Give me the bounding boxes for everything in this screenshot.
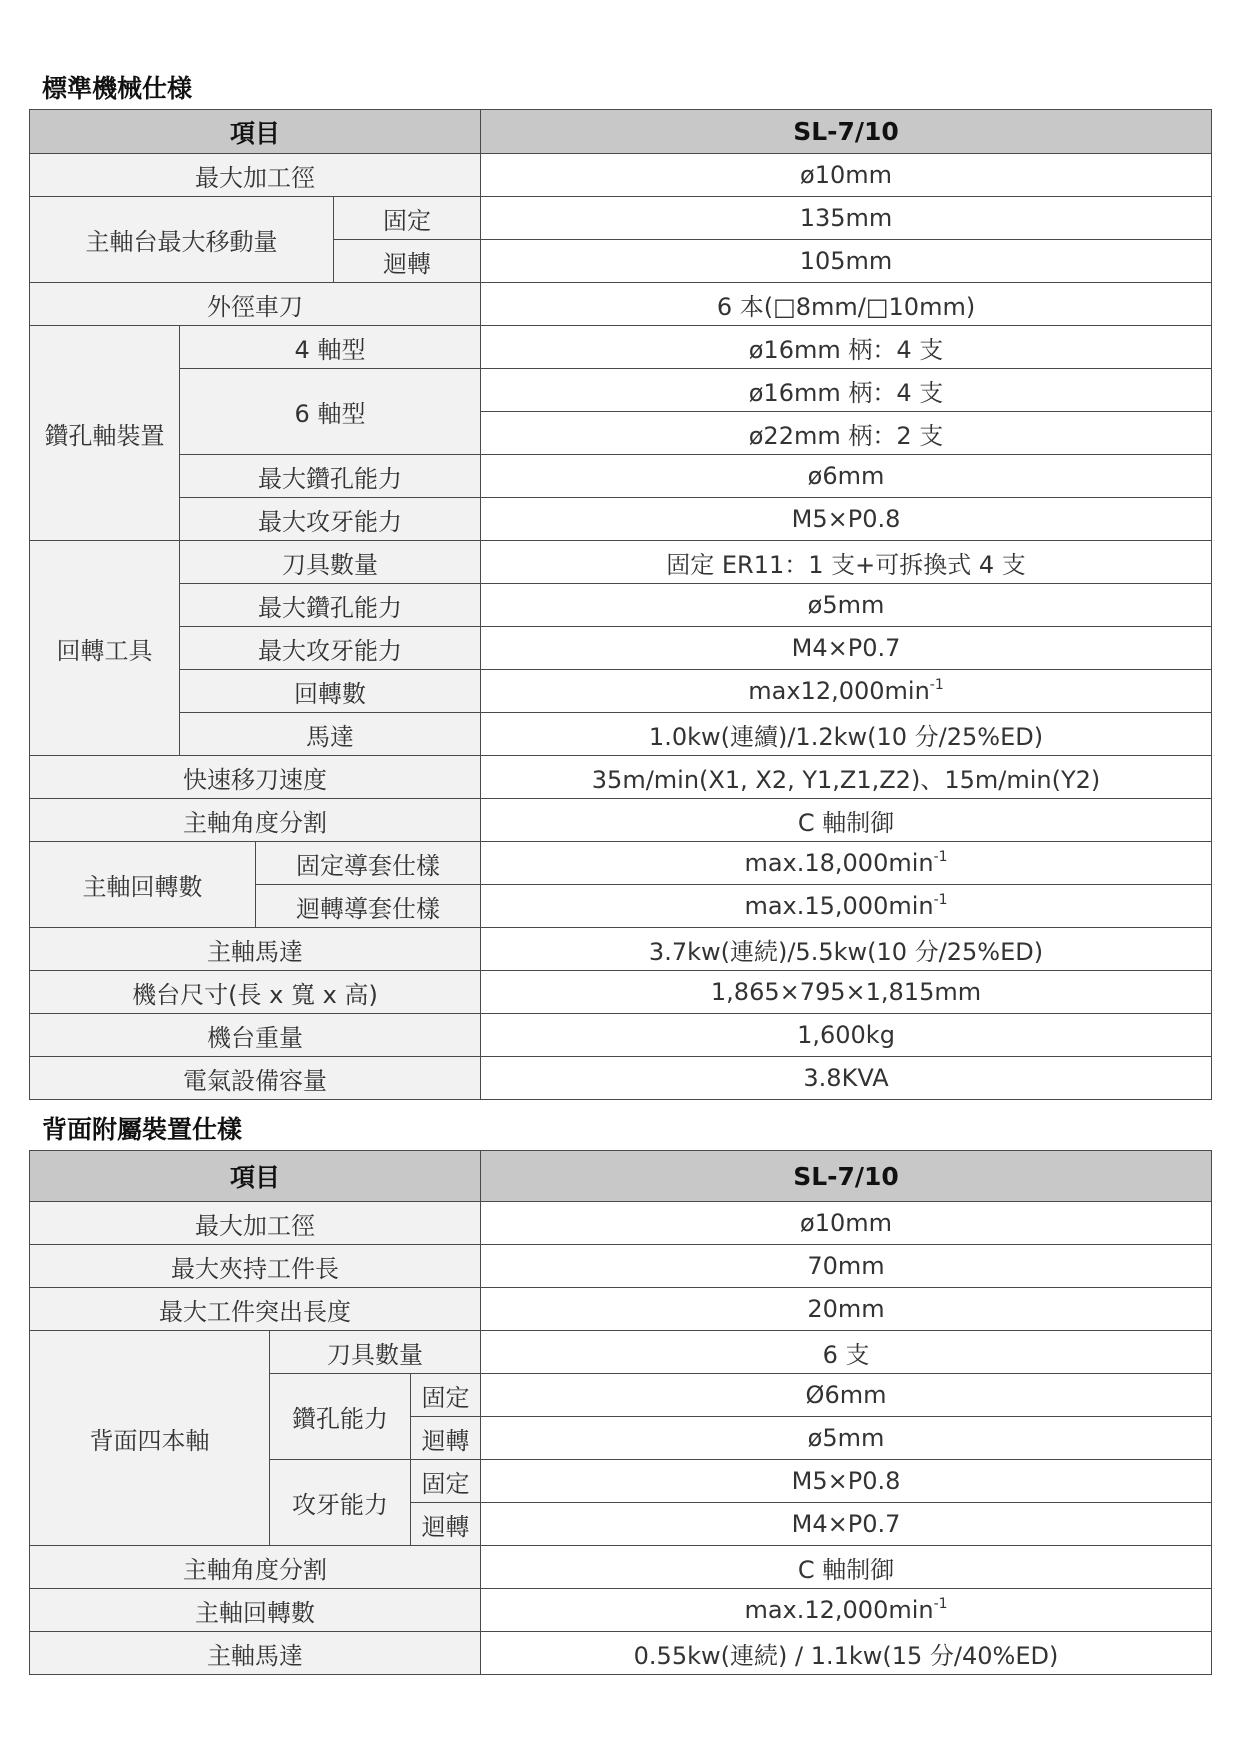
- row-label: 快速移刀速度: [30, 756, 481, 799]
- sub-label: 最大攻牙能力: [180, 627, 481, 670]
- back-spec-title: 背面附屬裝置仕樣: [42, 1115, 243, 1144]
- table-row: [30, 842, 1212, 885]
- header-item: 項目: [30, 110, 481, 154]
- sub-label: 回轉數: [180, 670, 481, 713]
- row-value: 6 本(□8mm/□10mm): [481, 283, 1212, 326]
- table-row: [30, 971, 1212, 1014]
- sub-label: 最大攻牙能力: [180, 498, 481, 541]
- table-row: [30, 541, 1212, 584]
- row-value: ø16mm 柄：4 支: [481, 369, 1212, 412]
- row-value: C 軸制御: [481, 799, 1212, 842]
- table-row: [30, 154, 1212, 197]
- row-label: 主軸回轉數: [30, 1589, 481, 1632]
- back-spec-table: [29, 1150, 1212, 1675]
- sub-label: 迴轉導套仕樣: [256, 885, 481, 928]
- row-value: 固定 ER11：1 支+可拆換式 4 支: [481, 541, 1212, 584]
- row-label: 機台尺寸(長 x 寬 x 高): [30, 971, 481, 1014]
- sub-label: 迴轉: [334, 240, 481, 283]
- table-row: [30, 713, 1212, 756]
- standard-spec-title: 標準機械仕様: [42, 74, 193, 103]
- table-row: [30, 799, 1212, 842]
- sub-label: 固定: [411, 1460, 481, 1503]
- row-value: 3.7kw(連続)/5.5kw(10 分/25%ED): [481, 928, 1212, 971]
- row-value: ø22mm 柄：2 支: [481, 412, 1212, 455]
- group-label: 回轉工具: [30, 541, 180, 756]
- row-value: 1.0kw(連續)/1.2kw(10 分/25%ED): [481, 713, 1212, 756]
- group-label: 背面四本軸: [30, 1331, 270, 1546]
- superscript: -1: [933, 892, 948, 908]
- row-label: 主軸角度分割: [30, 799, 481, 842]
- row-value: ø5mm: [481, 584, 1212, 627]
- row-value: 105mm: [481, 240, 1212, 283]
- standard-spec-table: [29, 109, 1212, 1100]
- table-row: [30, 584, 1212, 627]
- table-row: [30, 1057, 1212, 1100]
- table-row: [30, 1288, 1212, 1331]
- sub-label: 最大鑽孔能力: [180, 455, 481, 498]
- superscript: -1: [933, 1596, 948, 1612]
- table-row: [30, 197, 1212, 240]
- sub-label: 馬達: [180, 713, 481, 756]
- row-label: 外徑車刀: [30, 283, 481, 326]
- table-row: [30, 1331, 1212, 1374]
- table-row: [30, 928, 1212, 971]
- row-value: 1,865×795×1,815mm: [481, 971, 1212, 1014]
- sub-label: 刀具數量: [270, 1331, 481, 1374]
- table-row: [30, 498, 1212, 541]
- row-label: 機台重量: [30, 1014, 481, 1057]
- value-text: max.12,000min: [744, 1596, 934, 1624]
- superscript: -1: [929, 677, 944, 693]
- row-value: ø5mm: [481, 1417, 1212, 1460]
- table-header-row: [30, 110, 1212, 154]
- row-value: [481, 670, 1212, 713]
- row-value: 3.8KVA: [481, 1057, 1212, 1100]
- row-value: M5×P0.8: [481, 1460, 1212, 1503]
- table-header-row: [30, 1151, 1212, 1202]
- row-value: [481, 885, 1212, 928]
- sub-label: 固定: [334, 197, 481, 240]
- row-label: 主軸馬達: [30, 1632, 481, 1675]
- value-text: max12,000min: [748, 677, 930, 705]
- group-label: 主軸回轉數: [30, 842, 256, 928]
- row-value: Ø6mm: [481, 1374, 1212, 1417]
- table-row: [30, 1632, 1212, 1675]
- table-row: [30, 627, 1212, 670]
- header-model: SL-7/10: [481, 110, 1212, 154]
- row-label: 最大工件突出長度: [30, 1288, 481, 1331]
- row-value: M4×P0.7: [481, 1503, 1212, 1546]
- row-value: ø10mm: [481, 1202, 1212, 1245]
- sub-label: 刀具數量: [180, 541, 481, 584]
- sub-label: 固定: [411, 1374, 481, 1417]
- table-row: [30, 1202, 1212, 1245]
- sub-label: 鑽孔能力: [270, 1374, 411, 1460]
- header-item: 項目: [30, 1151, 481, 1202]
- table-row: [30, 1014, 1212, 1057]
- row-label: 最大加工徑: [30, 154, 481, 197]
- table-row: [30, 756, 1212, 799]
- row-label: 電氣設備容量: [30, 1057, 481, 1100]
- row-label: 主軸馬達: [30, 928, 481, 971]
- row-value: 6 支: [481, 1331, 1212, 1374]
- table-row: [30, 455, 1212, 498]
- sub-label: 4 軸型: [180, 326, 481, 369]
- group-label: 鑽孔軸裝置: [30, 326, 180, 541]
- sub-label: 最大鑽孔能力: [180, 584, 481, 627]
- row-label: 最大加工徑: [30, 1202, 481, 1245]
- row-value: 35m/min(X1, X2, Y1,Z1,Z2)、15m/min(Y2): [481, 756, 1212, 799]
- value-text: max.18,000min: [744, 849, 934, 877]
- row-value: M5×P0.8: [481, 498, 1212, 541]
- table-row: [30, 283, 1212, 326]
- row-value: M4×P0.7: [481, 627, 1212, 670]
- row-label: 主軸角度分割: [30, 1546, 481, 1589]
- sub-label: 攻牙能力: [270, 1460, 411, 1546]
- row-value: 20mm: [481, 1288, 1212, 1331]
- table-row: [30, 1546, 1212, 1589]
- table-row: [30, 1245, 1212, 1288]
- table-row: [30, 326, 1212, 369]
- row-value: [481, 1589, 1212, 1632]
- row-value: ø16mm 柄：4 支: [481, 326, 1212, 369]
- sub-label: 迴轉: [411, 1417, 481, 1460]
- table-row: [30, 1589, 1212, 1632]
- sub-label: 6 軸型: [180, 369, 481, 455]
- row-value: ø6mm: [481, 455, 1212, 498]
- row-label: 最大夾持工件長: [30, 1245, 481, 1288]
- sub-label: 固定導套仕樣: [256, 842, 481, 885]
- row-value: [481, 842, 1212, 885]
- row-value: ø10mm: [481, 154, 1212, 197]
- table-row: [30, 369, 1212, 412]
- row-value: 0.55kw(連続) / 1.1kw(15 分/40%ED): [481, 1632, 1212, 1675]
- row-value: 1,600kg: [481, 1014, 1212, 1057]
- superscript: -1: [933, 849, 948, 865]
- table-row: [30, 670, 1212, 713]
- row-value: 70mm: [481, 1245, 1212, 1288]
- header-model: SL-7/10: [481, 1151, 1212, 1202]
- value-text: max.15,000min: [744, 892, 934, 920]
- row-label: 主軸台最大移動量: [30, 197, 334, 283]
- sub-label: 迴轉: [411, 1503, 481, 1546]
- row-value: 135mm: [481, 197, 1212, 240]
- row-value: C 軸制御: [481, 1546, 1212, 1589]
